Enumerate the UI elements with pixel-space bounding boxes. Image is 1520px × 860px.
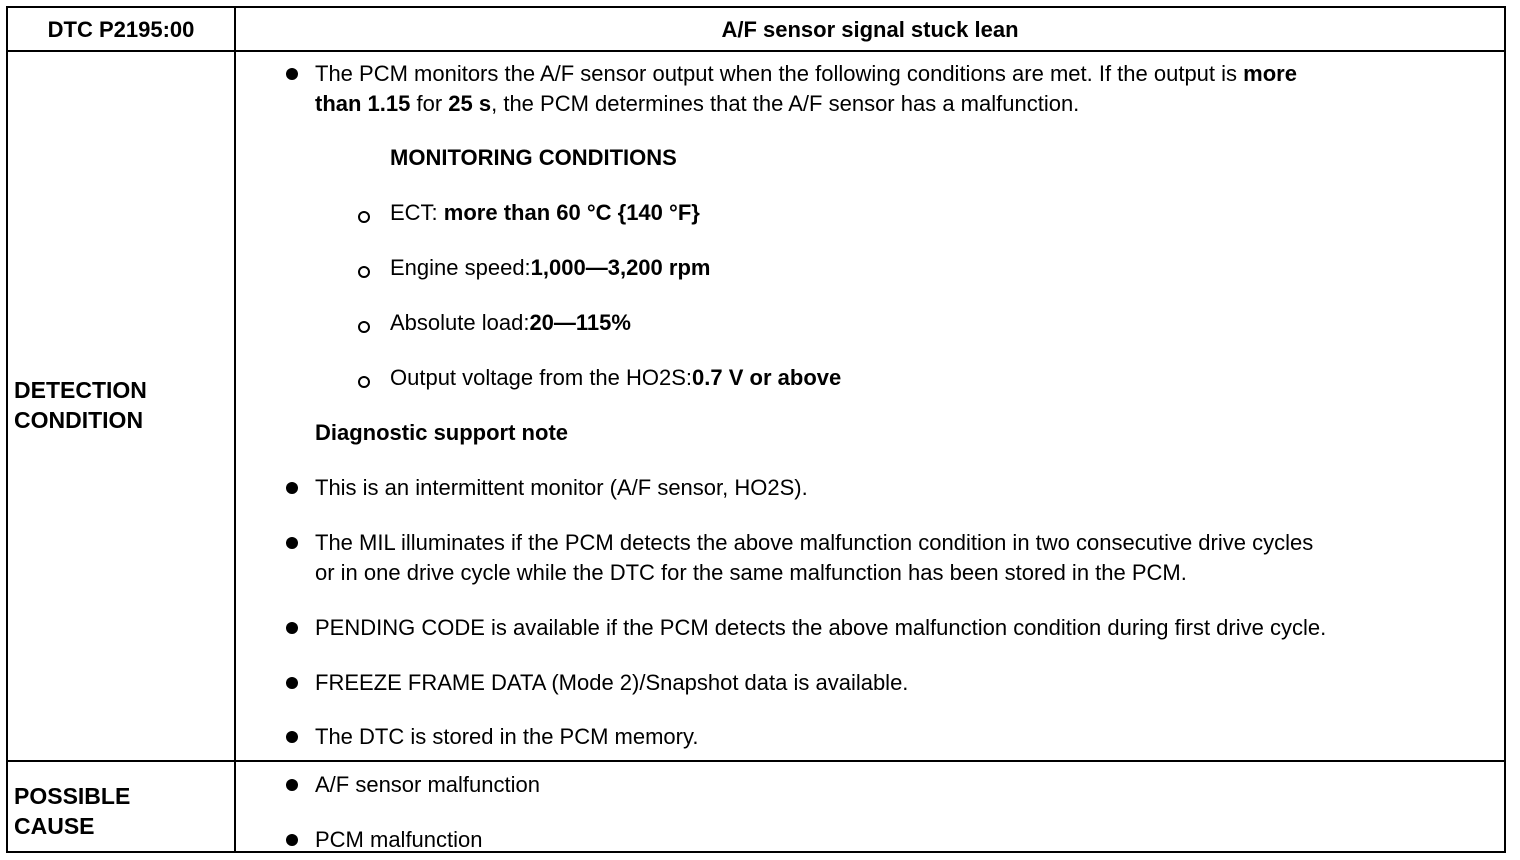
- support-note: The MIL illuminates if the PCM detects the above malfunction condition in two consecutive drive cycles: [315, 530, 1314, 555]
- intro-text: for: [410, 91, 449, 116]
- header-row: [8, 8, 1504, 52]
- condition-value: 1,000—3,200 rpm: [530, 255, 711, 280]
- possible-cause-label: [14, 781, 130, 841]
- detection-label-line1: DETECTION: [14, 377, 147, 403]
- circle-bullet-icon: [358, 211, 370, 223]
- support-note: FREEZE FRAME DATA (Mode 2)/Snapshot data is available.: [315, 670, 909, 695]
- detection-content-cell: [236, 50, 1504, 760]
- circle-bullet-icon: [358, 321, 370, 333]
- bullet-icon: [286, 677, 298, 689]
- condition-item: [390, 308, 631, 338]
- condition-value: more than 60 °C {140 °F}: [443, 200, 700, 225]
- bullet-icon: [286, 482, 298, 494]
- intro-text: , the PCM determines that the A/F sensor has a malfunction.: [491, 91, 1080, 116]
- intro-bold-duration: 25 s: [448, 91, 492, 116]
- cause-item: PCM malfunction: [315, 827, 483, 852]
- detection-label: [14, 375, 147, 435]
- diagnostic-support-heading: Diagnostic support note: [315, 420, 568, 445]
- bullet-icon: [286, 731, 298, 743]
- bullet-icon: [286, 779, 298, 791]
- condition-label: Engine speed:: [390, 255, 531, 280]
- condition-label: Output voltage from the HO2S:: [390, 365, 693, 390]
- circle-bullet-icon: [358, 376, 370, 388]
- intro-line-2: [315, 89, 1079, 119]
- detection-label-cell: [8, 50, 236, 760]
- detection-label-line2: CONDITION: [14, 407, 144, 433]
- monitoring-conditions-heading: MONITORING CONDITIONS: [390, 145, 677, 170]
- support-note-continued: or in one drive cycle while the DTC for the same malfunction has been stored in the PCM.: [315, 560, 1187, 585]
- intro-bold-threshold: than 1.15: [315, 91, 411, 116]
- circle-bullet-icon: [358, 266, 370, 278]
- condition-label: ECT:: [390, 200, 444, 225]
- intro-bold: more: [1243, 61, 1297, 86]
- possible-cause-row: [8, 762, 1504, 853]
- bullet-icon: [286, 622, 298, 634]
- condition-value: 0.7 V or above: [692, 365, 842, 390]
- intro-line-1: [315, 59, 1297, 89]
- bullet-icon: [286, 834, 298, 846]
- intro-text: The PCM monitors the A/F sensor output when the following conditions are met. If the output is: [315, 61, 1244, 86]
- possible-cause-label-cell: [8, 762, 236, 853]
- bullet-icon: [286, 68, 298, 80]
- dtc-table: [6, 6, 1506, 853]
- cause-item: A/F sensor malfunction: [315, 772, 540, 797]
- dtc-code: DTC P2195:00: [47, 17, 195, 42]
- support-note: This is an intermittent monitor (A/F sensor, HO2S).: [315, 475, 808, 500]
- possible-cause-label-line1: POSSIBLE: [14, 783, 131, 809]
- header-code-cell: [8, 8, 236, 50]
- possible-cause-label-line2: CAUSE: [14, 813, 95, 839]
- condition-value: 20—115%: [529, 310, 631, 335]
- condition-item: [390, 198, 700, 228]
- bullet-icon: [286, 537, 298, 549]
- condition-label: Absolute load:: [390, 310, 530, 335]
- header-title-cell: [236, 8, 1504, 50]
- possible-cause-content-cell: [236, 762, 1504, 853]
- support-note: PENDING CODE is available if the PCM detects the above malfunction condition during first drive cycle.: [315, 615, 1327, 640]
- detection-condition-row: [8, 50, 1504, 762]
- condition-item: [390, 253, 710, 283]
- dtc-title: A/F sensor signal stuck lean: [721, 17, 1019, 42]
- condition-item: [390, 363, 841, 393]
- support-note: The DTC is stored in the PCM memory.: [315, 724, 699, 749]
